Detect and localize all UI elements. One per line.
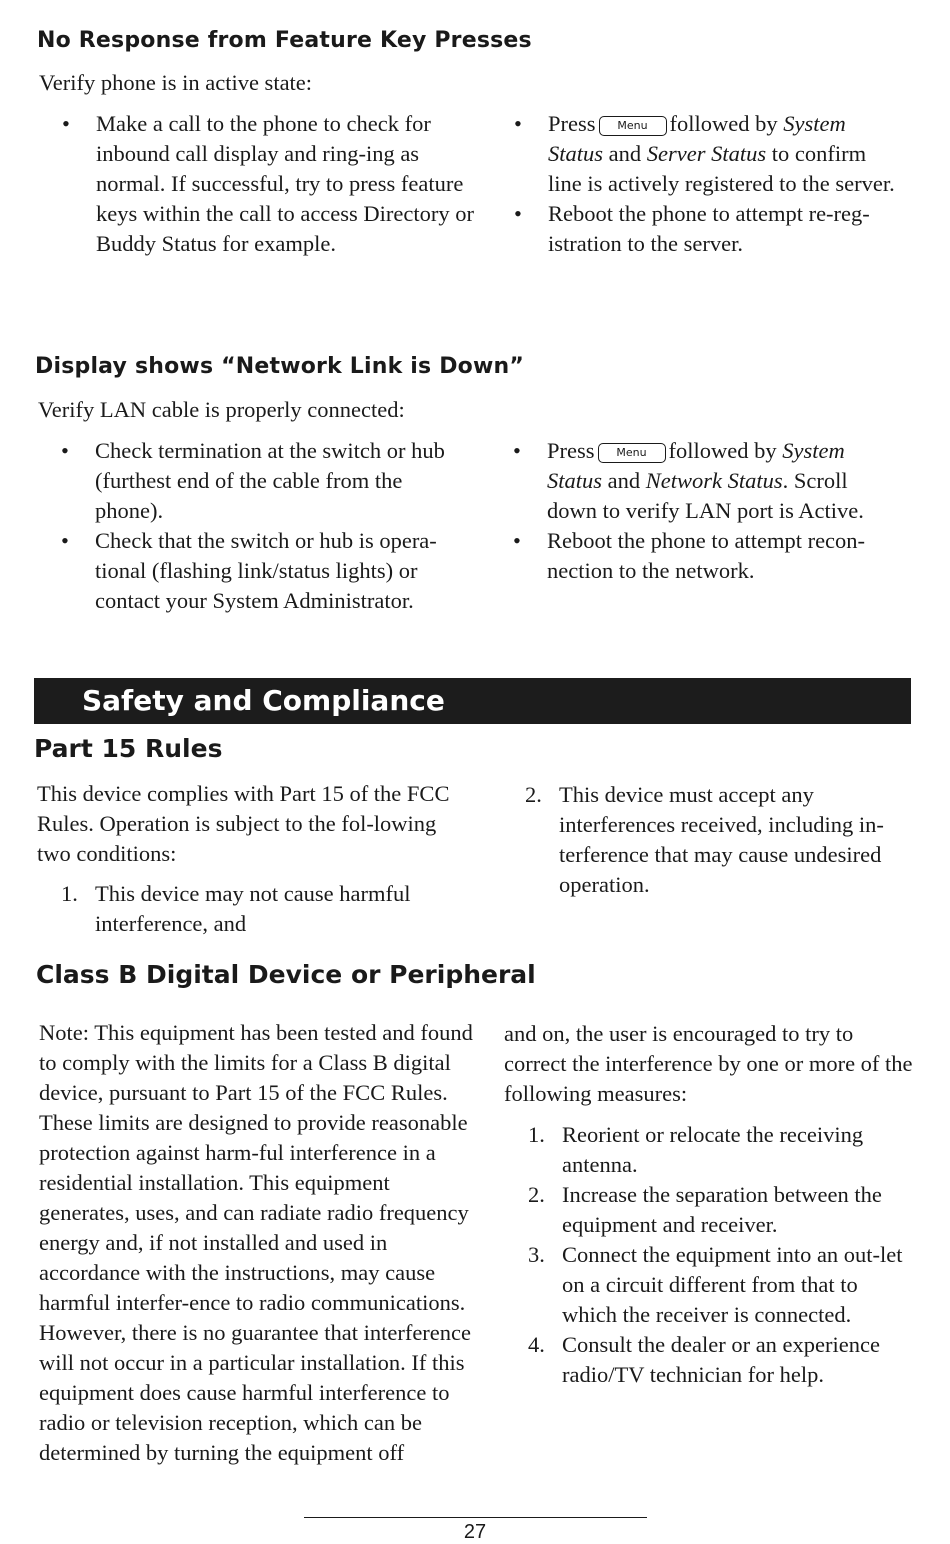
list-item: • Press Menu followed by System Status and Server Status to confirm line is actively registered to the server. [514, 111, 895, 196]
part15-heading: Part 15 Rules [34, 734, 223, 763]
bullet-marker: • [62, 111, 70, 136]
list-item [61, 526, 473, 616]
section-heading-network-link: Display shows “Network Link is Down” [35, 354, 525, 379]
list-item: • Reboot the phone to attempt recon-nection to the network. [513, 528, 866, 583]
classb-left-text: Note: This equipment has been tested and found to comply with the limits for a Class B digital device, pursuant to Part 15 of the FCC Rules. These limits are designed to provide reasonable protection against harm-ful interference in a residential installation. This equipment generates, uses, and can radiate radio frequency energy and, if not installed and used in accordance with the instructions, may cause harmful interfer-ence to radio communications. However, there is no guarantee that interference will not occur in a particular installation. If this equipment does cause harmful interference to radio or television reception, which can be determined by turning the equipment off [39, 1020, 473, 1465]
list-number: 2. [528, 1182, 545, 1207]
list-item [62, 109, 474, 259]
banner-title: Safety and Compliance [82, 684, 445, 717]
classb-right-text: and on, the user is encouraged to try to correct the interference by one or more of the following measures: [504, 1021, 913, 1106]
part15-list-left [61, 879, 461, 939]
section2-left-list [61, 436, 473, 616]
menu-key-icon: Menu [598, 443, 666, 463]
section1-left-list [62, 109, 474, 259]
bullet-marker: • [513, 438, 521, 463]
list-item: 4. Consult the dealer or an experience radio/TV technician for help. [528, 1332, 880, 1387]
list-item-text: Check that the switch or hub is opera-tional (flashing link/status lights) or contact your System Administrator. [95, 528, 437, 613]
bullet-marker: • [61, 438, 69, 463]
classb-measures-list [528, 1120, 914, 1390]
bullet-marker: • [61, 528, 69, 553]
part15-intro: This device complies with Part 15 of the FCC Rules. Operation is subject to the fol-lowing two conditions: [37, 781, 450, 866]
list-item: 2. Increase the separation between the equipment and receiver. [528, 1182, 882, 1237]
list-item: 1. This device may not cause harmful interference, and [61, 881, 411, 936]
list-item: 1. Reorient or relocate the receiving antenna. [528, 1122, 864, 1177]
list-item [61, 436, 473, 526]
bullet-marker: • [513, 528, 521, 553]
list-number: 2. [525, 782, 542, 807]
list-number: 1. [61, 881, 78, 906]
list-item: • Press Menu followed by System Status and Network Status. Scroll down to verify LAN port is Active. [513, 438, 864, 523]
section1-right-list [514, 109, 898, 259]
list-item: 2. This device must accept any interferences received, including in-terference that may cause undesired operation. [525, 782, 884, 897]
list-item: 3. Connect the equipment into an out-let on a circuit different from that to which the receiver is connected. [528, 1242, 903, 1327]
bullet-marker: • [514, 201, 522, 226]
list-item: • Reboot the phone to attempt re-reg-istration to the server. [514, 201, 870, 256]
section2-intro: Verify LAN cable is properly connected: [38, 397, 405, 422]
page-number: 27 [463, 1521, 487, 1543]
list-number: 1. [528, 1122, 545, 1147]
section-banner [34, 678, 911, 724]
classb-heading: Class B Digital Device or Peripheral [36, 960, 536, 989]
section1-intro: Verify phone is in active state: [39, 70, 313, 95]
menu-key-icon: Menu [599, 116, 667, 136]
list-item-text: Make a call to the phone to check for inbound call display and ring-ing as normal. If successful, try to press feature keys within the call to access Directory or Buddy Status for example. [96, 111, 474, 256]
bullet-marker: • [514, 111, 522, 136]
list-item-text: Check termination at the switch or hub (furthest end of the cable from the phone). [95, 438, 445, 523]
part15-list-right [525, 780, 915, 900]
list-number: 4. [528, 1332, 545, 1357]
list-number: 3. [528, 1242, 545, 1267]
footer-rule [304, 1517, 647, 1518]
section-heading-no-response: No Response from Feature Key Presses [37, 28, 532, 53]
section2-right-list [513, 436, 898, 586]
